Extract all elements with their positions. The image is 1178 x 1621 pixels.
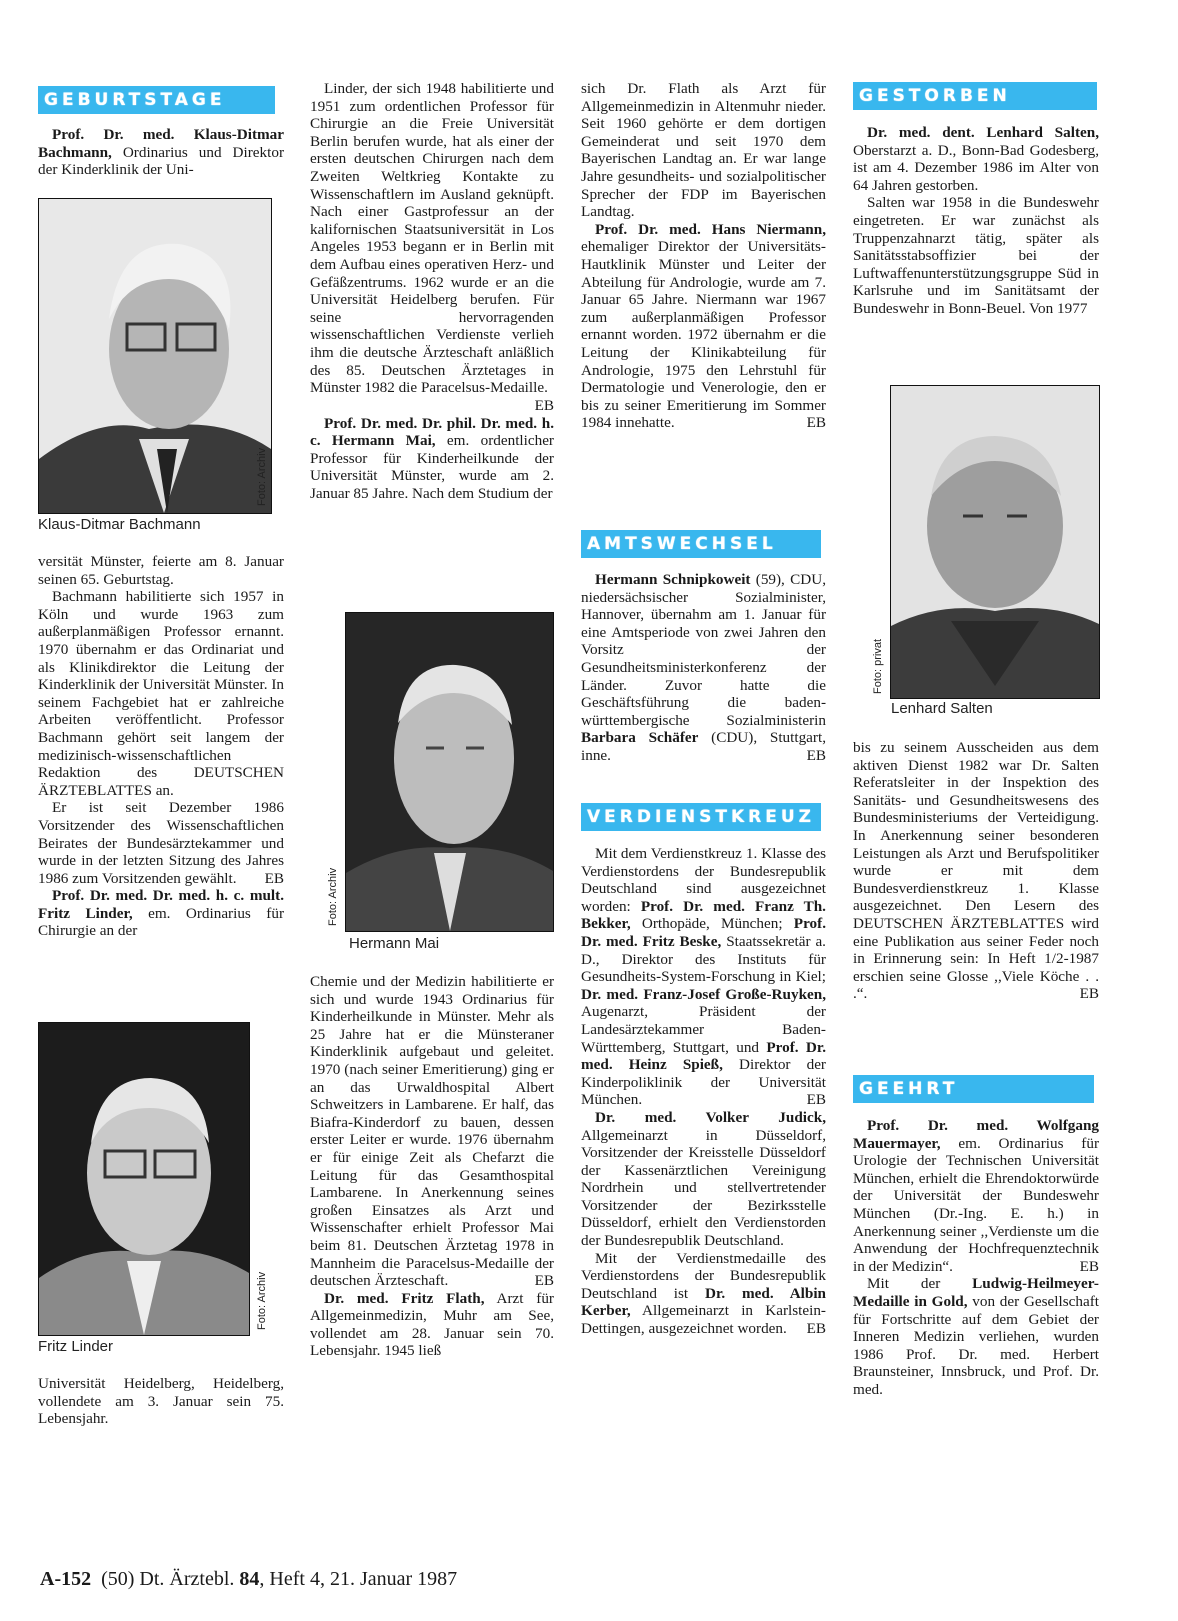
paragraph-niermann <box>581 221 826 432</box>
paragraph-linder-career <box>310 80 554 414</box>
text-judick: Allgemeinarzt in Düsseldorf, Vorsitzender der Kreisstelle Düsseldorf der Kassenärztlichen Vereinigung Nordrhein und stellvertretender Vorsitzender der Bezirksstelle Düsseldorf, erhielt den Verdienstorden der Bundesrepublik Deutschland. <box>581 1126 826 1250</box>
text-beske: Staatssekretär a. D., Direktor des Instituts für Gesundheits-System-Forschung in Kiel; <box>581 932 826 986</box>
paragraph-linder-cont: Universität Heidelberg, Heidelberg, vollendete am 3. Januar sein 75. Lebensjahr. <box>38 1375 284 1428</box>
text-mauermayer: em. Ordinarius für Urologie der Technischen Universität München, erhielt die Ehrendoktorwürde der Universität der Bundeswehr München (Dr.-Ing. E. h.) in Anerkennung seiner ,,Verdienste um die Anwendung der Hochfrequenztechnik in der Medizin“. <box>853 1134 1099 1275</box>
column-3-top <box>581 80 826 432</box>
text-becker: Orthopäde, München; <box>630 915 794 933</box>
column-4-top <box>853 124 1099 318</box>
column-3-verdienstkreuz <box>581 845 826 1338</box>
text-kerber-b: Allgemeinarzt in Karlstein-Dettingen, ausgezeichnet worden. <box>581 1302 826 1338</box>
author-initials: EB <box>806 1320 826 1338</box>
author-initials: EB <box>806 414 826 432</box>
text-flath-intro: Arzt für Allgemeinmedizin, Muhr am See, vollendet am 28. Januar sein 70. Lebensjahr. 1945 ließ <box>310 1289 554 1360</box>
section-header-verdienstkreuz: VERDIENSTKREUZ <box>581 803 821 831</box>
text-linder-intro: em. Ordinarius für Chirurgie an der <box>38 904 284 940</box>
page-number: A-152 <box>40 1568 92 1590</box>
text-mai-intro: em. ordentlicher Professor für Kinderheilkunde der Universität Münster, wurde am 2. Januar 85 Jahre. Nach dem Studium der <box>310 432 554 503</box>
text-linder-career: Linder, der sich 1948 habilitierte und 1951 zum ordentlichen Professor für Chirurgie an die Freie Universität Berlin berufen wurde, hat als einer der ersten deutschen Chirurgen nach dem Zweiten Weltkrieg Kontakte zu Wissenschaftlern im Ausland geknüpft. Nach einer Gastprofessur an der kalifornischen Staatsuniversität in Los Angeles 1953 begann er in Berlin mit dem Aufbau eines operativen Herz- und Gefäßzentrums. 1962 wurde er an die Universität Heidelberg berufen. Für seine hervorragenden wissenschaftlichen Verdienste verlieh ihm die deutsche Ärzteschaft anläßlich des 85. Deutschen Ärztetages in Münster 1982 die Paracelsus-Medaille. <box>310 80 554 397</box>
column-2-top <box>310 80 554 503</box>
text-grosse-ruyken: Augenarzt, Präsident der Landesärztekammer Baden-Württemberg, Stuttgart, und <box>581 1003 826 1056</box>
name-bachmann: Prof. Dr. med. Klaus-Ditmar Bachmann, <box>38 126 284 161</box>
text-verdienstkreuz-intro: Mit dem Verdienstkreuz 1. Klasse des Verdienstordens der Bundesrepublik Deutschland sind ausgezeichnet worden: <box>581 845 826 915</box>
name-grosse-ruyken: Dr. med. Franz-Josef Große-Ruyken, <box>581 985 826 1003</box>
paragraph-verdienstkreuz <box>581 845 826 1109</box>
footer-citation-a: (50) Dt. Ärztebl. <box>91 1568 240 1590</box>
caption-mai: Hermann Mai <box>349 935 440 952</box>
text-mai-career: Chemie und der Medizin habilitierte er sich und wurde 1943 Ordinarius für Kinderheilkunde in Münster. Mehr als 25 Jahre hat er die Münsteraner Kinderklinik aufgebaut und geleitet. 1970 (nach seiner Emeritierung) ging er an das Urwaldhospital Albert Schweitzers in Lambarene. Er half, das Biafra-Kinderdorf zu bauen, dessen erster Leiter er wurde. 1976 übernahm er für einige Zeit als Chefarzt die Leitung für das Gesamthospital Lambarene. In Anerkennung seines großen Einsatzes als Arzt und Wissenschafter erhielt Professor Mai beim 81. Deutschen Ärztetag 1978 in Mannheim die Paracelsus-Medaille der deutschen Ärzteschaft. <box>310 973 554 1290</box>
section-header-amtswechsel: AMTSWECHSEL <box>581 530 821 558</box>
paragraph-heilmeyer <box>853 1275 1099 1398</box>
paragraph-mai-career <box>310 973 554 1290</box>
name-judick: Dr. med. Volker Judick, <box>595 1108 826 1126</box>
column-3-amtswechsel <box>581 571 826 765</box>
photo-credit-salten: Foto: privat <box>872 638 884 694</box>
name-spiess: Prof. Dr. med. Heinz Spieß, <box>581 1038 826 1074</box>
author-initials: EB <box>1079 985 1099 1003</box>
paragraph-bachmann-cont: versität Münster, feierte am 8. Januar seinen 65. Geburtstag. <box>38 553 284 588</box>
section-header-gestorben: GESTORBEN <box>853 82 1097 110</box>
paragraph-salten-career: Salten war 1958 in die Bundeswehr eingetreten. Er war zunächst als Truppenzahnarzt tätig, später als Sanitätsstabsoffizier bei der Luftwaffenunterstützungsgruppe Süd in Karlsruhe und im Sanitätsamt der Bundeswehr in Bonn-Beuel. Von 1977 <box>853 194 1099 317</box>
text-salten-cont: bis zu seinem Ausscheiden aus dem aktiven Dienst 1982 war Dr. Salten Referatsleiter in der Inspektion des Sanitäts- und Gesundheitswesens des Bundesministeriums der Verteidigung. In Anerkennung seiner besonderen Leistungen als Arzt und Berufspolitiker wurde er mit dem Bundesverdienstkreuz 1. Klasse ausgezeichnet. Den Lesern des DEUTSCHEN ÄRZTEBLATTES wird eine Publikation aus seiner Feder noch in Erinnerung sein: In Heft 1/2-1987 erschien seine Glosse ,,Viele Köche . . .“. <box>853 739 1099 1003</box>
paragraph-bachmann <box>38 126 284 179</box>
photo-linder <box>38 1022 250 1336</box>
name-beske: Prof. Dr. med. Fritz Beske, <box>581 915 826 950</box>
text-bachmann-intro: Ordinarius und Direktor der Kinderklinik der Uni- <box>38 143 284 179</box>
author-initials: EB <box>264 869 284 887</box>
caption-salten: Lenhard Salten <box>891 700 993 717</box>
page-footer <box>40 1568 457 1591</box>
caption-bachmann: Klaus-Ditmar Bachmann <box>38 516 201 533</box>
section-header-geehrt: GEEHRT <box>853 1075 1094 1103</box>
column-1-bottom <box>38 1375 284 1428</box>
text-schnipkoweit-b: (CDU), Stuttgart, inne. <box>581 729 826 764</box>
text-heilmeyer-a: Mit der <box>867 1275 973 1293</box>
photo-mai <box>345 612 554 932</box>
paragraph-bachmann-career: Bachmann habilitierte sich 1957 in Köln und wurde 1963 zum außerplanmäßigen Professor ernannt. 1970 übernahm er das Ordinariat und als Klinikdirektor die Leitung der Kinderklinik der Universität Münster. In seinem Fachgebiet hat er zahlreiche Arbeiten veröffentlicht. Professor Bachmann gehört seit langem der medizinisch-wissenschaftlichen Redaktion des DEUTSCHEN ÄRZTEBLATTES an. <box>38 588 284 799</box>
paragraph-judick <box>581 1109 826 1250</box>
author-initials: EB <box>806 1091 826 1109</box>
name-schnipkoweit: Hermann Schnipkoweit <box>595 571 751 588</box>
text-schnipkoweit-a: (59), CDU, niedersächsischer Sozialminister, Hannover, übernahm am 1. Januar für eine Amtsperiode von zwei Jahren den Vorsitz der Gesundheitsministerkonferenz der Länder. Zuvor hatte die Geschäftsführung die baden-württembergische Sozialministerin <box>581 571 826 729</box>
name-kerber: Dr. med. Albin Kerber, <box>581 1284 826 1320</box>
text-niermann: ehemaliger Direktor der Universitäts-Hautklinik Münster und Leiter der Abteilung für Andrologie, wurde am 7. Januar 65 Jahre. Niermann war 1967 zum außerplanmäßigen Professor ernannt worden. 1972 übernahm er die Leitung der Klinikabteilung für Andrologie, 1975 den Lehrstuhl für Dermatologie und Venerologie, den er bis zu seiner Emeritierung im Sommer 1984 innehatte. <box>581 238 826 432</box>
author-initials: EB <box>806 746 826 764</box>
name-linder: Prof. Dr. med. Dr. med. h. c. mult. Fritz Linder, <box>38 887 284 922</box>
name-niermann: Prof. Dr. med. Hans Niermann, <box>595 220 826 238</box>
name-heilmeyer-medaille: Ludwig-Heilmeyer-Medaille in Gold, <box>853 1275 1099 1310</box>
paragraph-mauermayer <box>853 1117 1099 1275</box>
paragraph-salten <box>853 124 1099 194</box>
footer-volume: 84 <box>239 1568 260 1590</box>
paragraph-salten-cont <box>853 739 1099 1003</box>
text-heilmeyer-b: von der Gesellschaft für Fortschritte auf dem Gebiet der Inneren Medizin verliehen, wurden 1986 Prof. Dr. med. Herbert Braunsteiner, Innsbruck, und Prof. Dr. med. <box>853 1292 1099 1398</box>
photo-bachmann <box>38 198 272 514</box>
text-kerber-a: Mit der Verdienstmedaille des Verdienstordens der Bundesrepublik Deutschland ist <box>581 1249 826 1302</box>
name-becker: Prof. Dr. med. Franz Th. Bekker, <box>581 897 826 933</box>
photo-credit-bachmann: Foto: Archiv <box>256 447 268 506</box>
author-initials: EB <box>1079 1257 1099 1275</box>
photo-credit-mai: Foto: Archiv <box>327 867 339 926</box>
paragraph-flath <box>310 1290 554 1360</box>
paragraph-kerber <box>581 1250 826 1338</box>
caption-linder: Fritz Linder <box>38 1338 114 1355</box>
column-1-top <box>38 126 284 179</box>
paragraph-schnipkoweit <box>581 571 826 765</box>
name-salten: Dr. med. dent. Lenhard Salten, <box>867 124 1099 141</box>
text-spiess: Direktor der Kinderpoliklinik der Universität München. <box>581 1056 826 1109</box>
column-1-middle <box>38 553 284 940</box>
footer-citation-b: , Heft 4, 21. Januar 1987 <box>259 1568 458 1590</box>
paragraph-bachmann-vorsitz <box>38 799 284 887</box>
author-initials: EB <box>534 1272 554 1290</box>
photo-credit-linder: Foto: Archiv <box>256 1271 268 1330</box>
author-initials: EB <box>534 396 554 414</box>
column-4-middle <box>853 739 1099 1003</box>
column-4-geehrt <box>853 1117 1099 1399</box>
paragraph-flath-cont: sich Dr. Flath als Arzt für Allgemeinmedizin in Altenmuhr nieder. Seit 1960 gehörte er dem dortigen Gemeinderat und seit 1970 dem Bayerischen Landtag an. Er war lange Jahre gesundheits- und sozialpolitischer Sprecher der FDP im Bayerischen Landtag. <box>581 80 826 221</box>
text-bachmann-vorsitz: Er ist seit Dezember 1986 Vorsitzender des Wissenschaftlichen Beirates der Bundesärztekammer und wurde in der letzten Sitzung des Jahres 1986 zum Vorsitzenden gewählt. <box>38 799 284 887</box>
paragraph-linder <box>38 887 284 940</box>
photo-salten <box>890 385 1100 699</box>
section-header-geburtstage: GEBURTSTAGE <box>38 86 275 114</box>
name-mauermayer: Prof. Dr. med. Wolfgang Mauermayer, <box>853 1117 1099 1152</box>
column-2-bottom <box>310 973 554 1360</box>
name-mai: Prof. Dr. med. Dr. phil. Dr. med. h. c. Hermann Mai, <box>310 414 554 450</box>
text-salten-intro: Oberstarzt a. D., Bonn-Bad Godesberg, ist am 4. Dezember 1986 im Alter von 64 Jahren gestorben. <box>853 141 1099 194</box>
paragraph-mai <box>310 415 554 503</box>
name-schaefer: Barbara Schäfer <box>581 729 699 747</box>
name-flath: Dr. med. Fritz Flath, <box>324 1289 485 1307</box>
